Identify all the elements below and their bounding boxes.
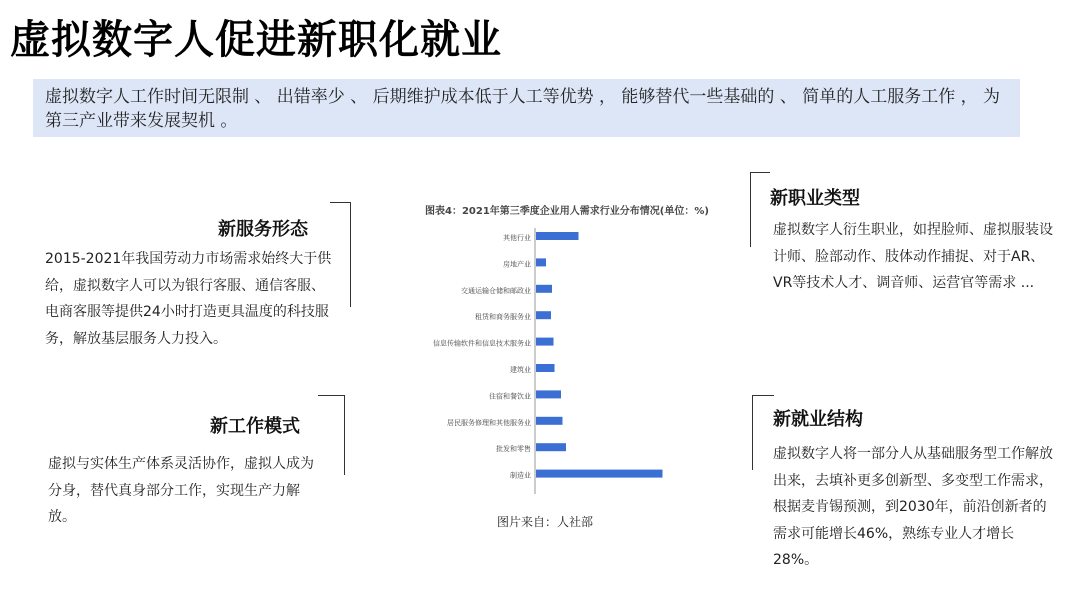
block-title-new-employment: 新就业结构	[773, 409, 863, 430]
bracket-right-1	[750, 172, 770, 173]
block-text-new-work-mode: 虚拟与实体生产体系灵活协作，虚拟人成为分身，替代真身部分工作，实现生产力解放。	[48, 456, 314, 525]
chart-bar	[536, 338, 554, 346]
chart-category-label: 制造业	[510, 471, 531, 480]
chart-bar	[536, 258, 546, 266]
block-text-new-service: 2015-2021年我国劳动力市场需求始终大于供给，虚拟数字人可以为银行客服、通信客服、电商客服等提供24小时打造更具温度的科技服务，解放基层服务人力投入。	[45, 251, 332, 347]
bracket-right-1-vert	[750, 172, 751, 247]
chart-bar	[536, 364, 555, 372]
bracket-left-2	[318, 395, 344, 396]
block-text-new-employment: 虚拟数字人将一部分人从基础服务型工作解放出来，去填补更多创新型、多变型工作需求，根据麦肯锡预测，到2030年，前沿创新者的需求可能增长46%，熟练专业人才增长28%。	[773, 446, 1053, 568]
chart-bar	[536, 443, 566, 451]
chart-bar	[536, 232, 579, 240]
bracket-left-1-vert	[350, 202, 351, 307]
chart-bar	[536, 390, 561, 398]
chart-bar	[536, 470, 663, 478]
bar-chart	[425, 214, 705, 504]
chart-category-label: 居民服务修理和其他服务业	[447, 418, 531, 427]
bracket-right-2-vert	[752, 395, 753, 470]
chart-category-label: 住宿和餐饮业	[489, 392, 531, 401]
block-title-new-work-mode: 新工作模式	[210, 416, 300, 437]
chart-bar	[536, 311, 551, 319]
block-title-new-service: 新服务形态	[218, 219, 308, 240]
bracket-left-2-vert	[344, 395, 345, 475]
bracket-right-2	[752, 395, 774, 396]
summary-box: 虚拟数字人工作时间无限制 、 出错率少 、 后期维护成本低于人工等优势 ， 能够替代一些基础的 、 简单的人工服务工作 ， 为第三产业带来发展契机 。	[33, 79, 1020, 137]
chart-category-label: 批发和零售	[496, 445, 531, 454]
chart-category-label: 租赁和商务服务业	[475, 313, 531, 322]
chart-category-label: 信息传输软件和信息技术服务业	[433, 339, 531, 348]
chart-category-label: 其他行业	[503, 234, 531, 242]
chart-category-label: 房地产业	[503, 260, 531, 269]
chart-category-label: 建筑业	[510, 366, 531, 374]
chart-title: 图表4：2021年第三季度企业用人需求行业分布情况(单位：%)	[425, 206, 709, 217]
chart-category-label: 交通运输仓储和邮政业	[461, 286, 531, 295]
chart-bar	[536, 417, 563, 425]
image-source: 图片来自：人社部	[497, 515, 594, 529]
chart-container	[425, 202, 709, 502]
block-title-new-job-types: 新职业类型	[770, 188, 860, 209]
block-text-new-job-types: 虚拟数字人衍生职业，如捏脸师、虚拟服装设计师、脸部动作、肢体动作捕捉、对于AR、VR等技术人才、调音师、运营官等需求 ...	[773, 222, 1053, 291]
page-title: 虚拟数字人促进新职化就业	[10, 17, 502, 63]
chart-bar	[536, 285, 552, 293]
